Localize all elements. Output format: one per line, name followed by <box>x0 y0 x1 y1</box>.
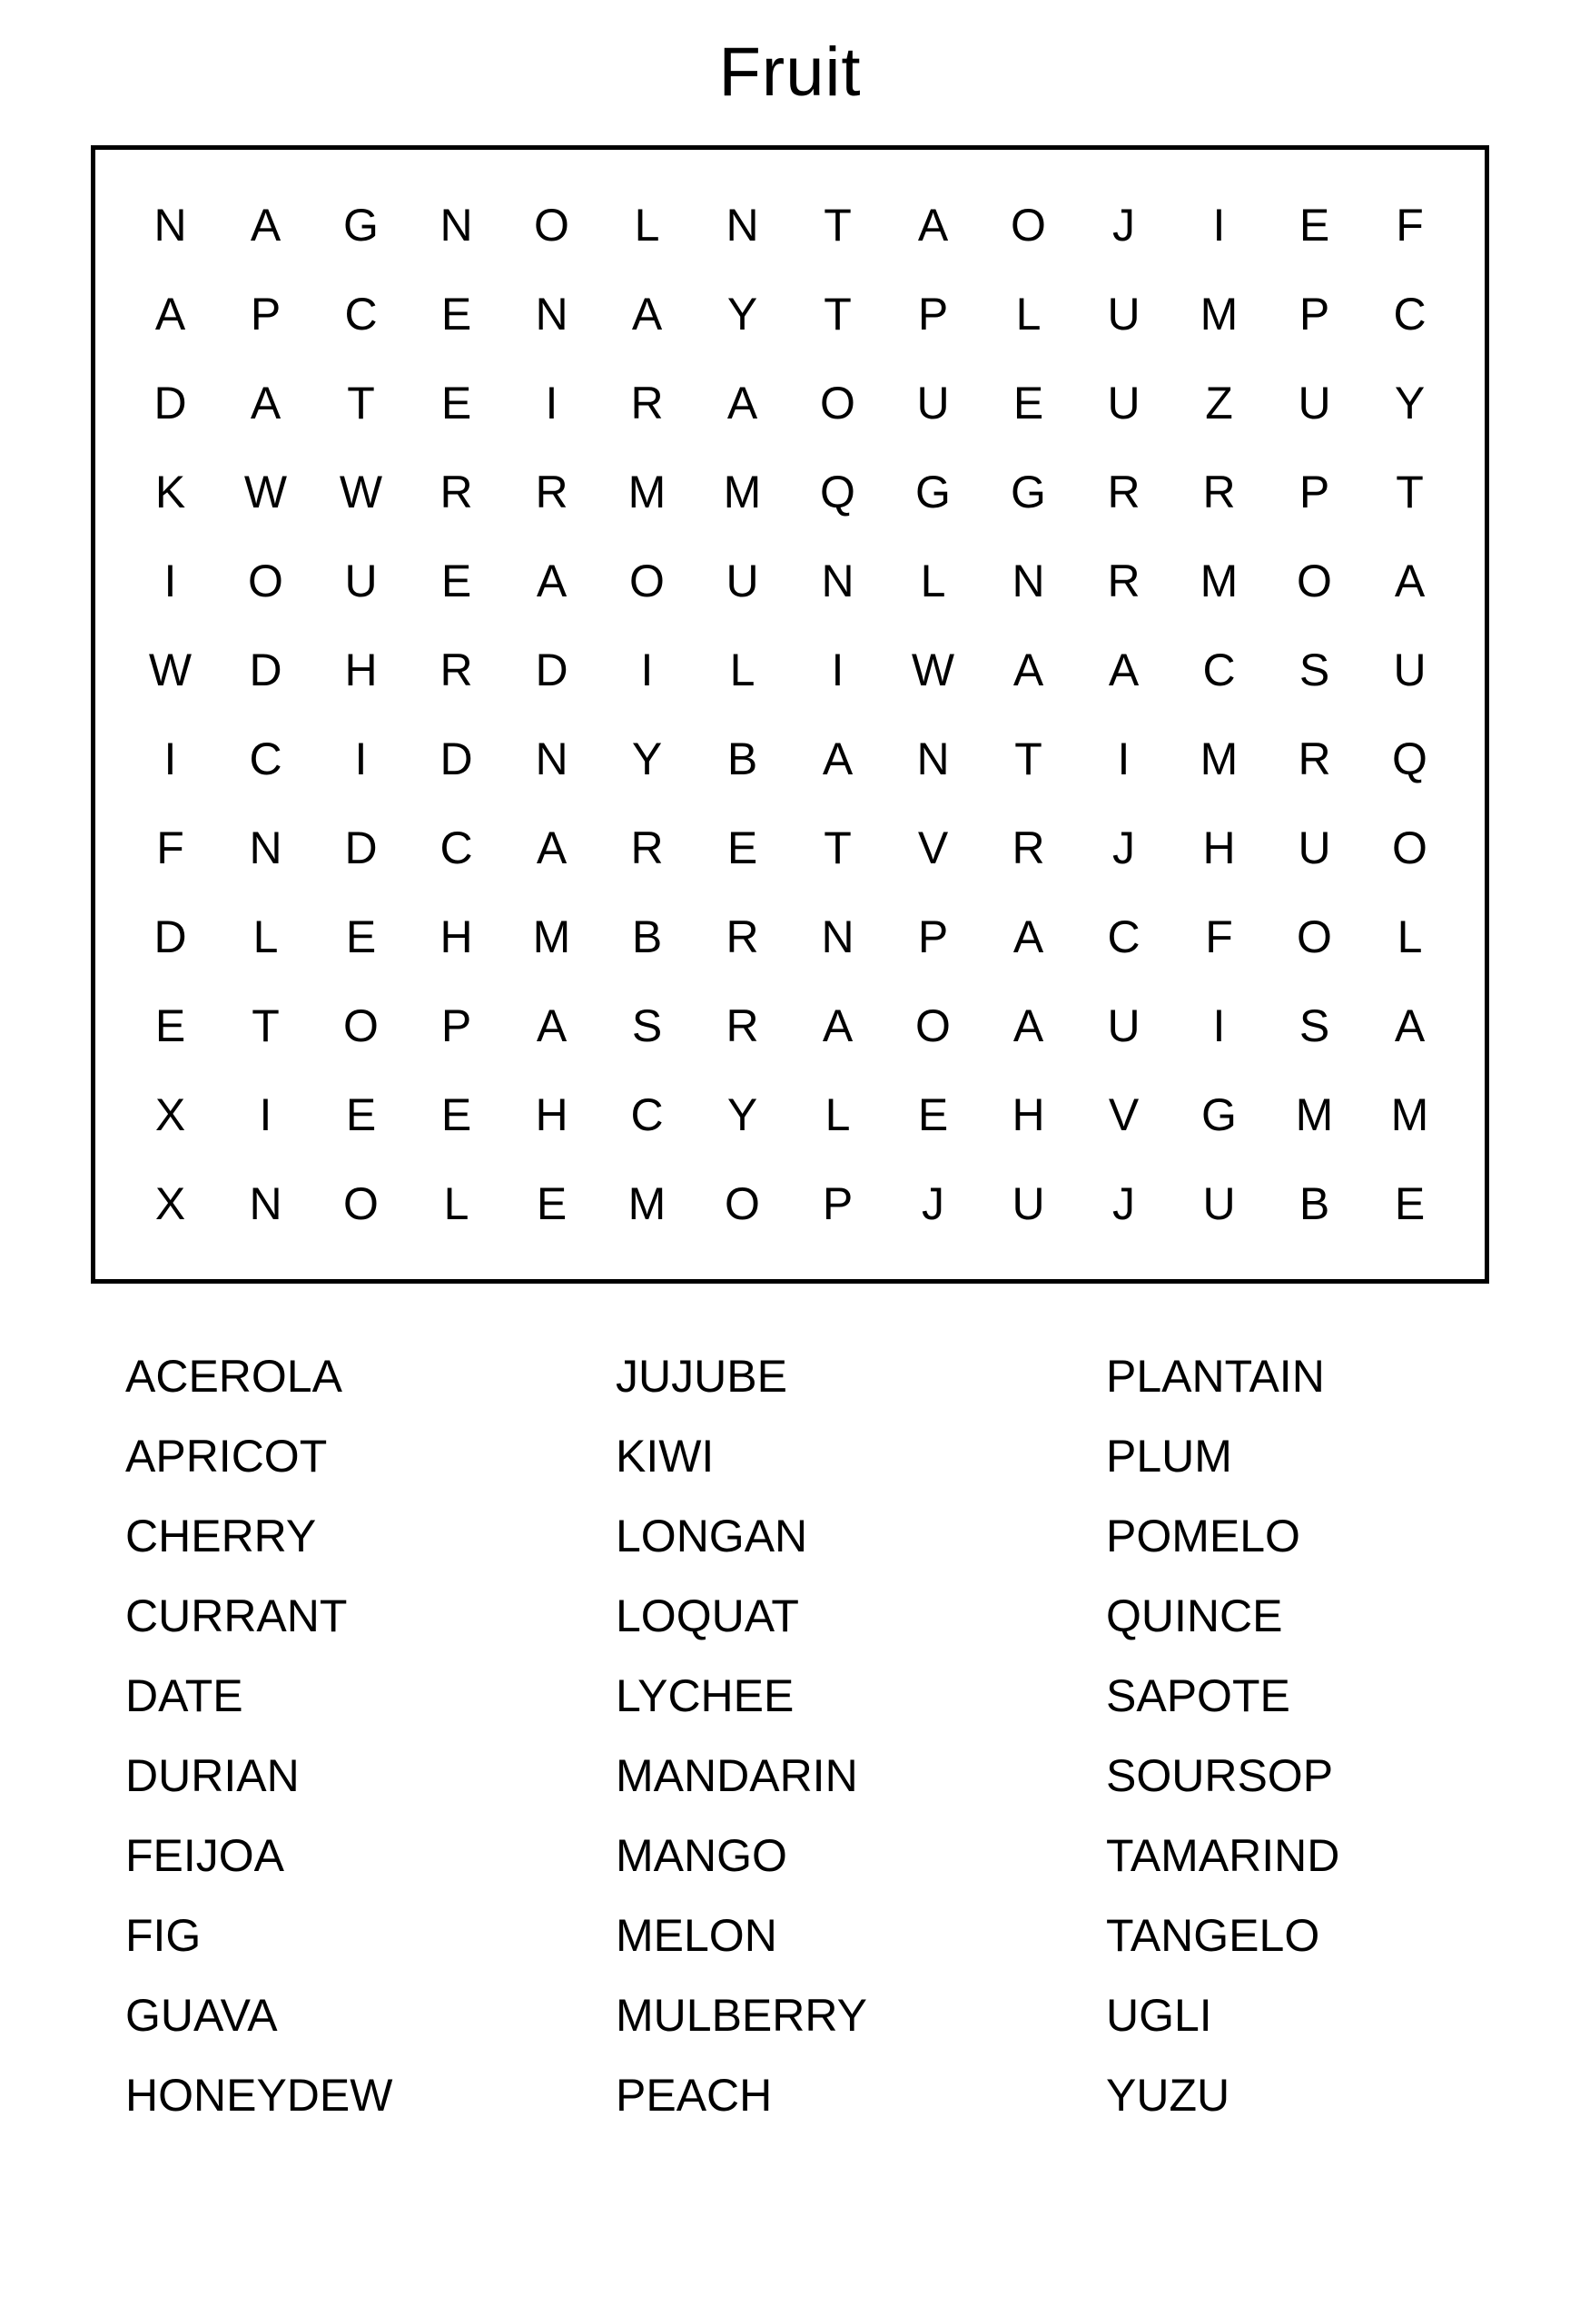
grid-cell[interactable]: T <box>252 1000 280 1051</box>
grid-cell[interactable]: O <box>343 1000 379 1051</box>
grid-cell[interactable]: H <box>1012 1088 1045 1140</box>
grid-cell[interactable]: N <box>821 911 854 962</box>
grid-cell[interactable]: A <box>1012 644 1044 695</box>
word-list-item[interactable]: ACEROLA <box>125 1350 342 1402</box>
word-list-item[interactable]: UGLI <box>1106 1989 1212 2041</box>
grid-cell[interactable]: C <box>1107 911 1141 962</box>
grid-cell[interactable]: D <box>153 911 187 962</box>
grid-cell[interactable]: I <box>1212 199 1226 251</box>
grid-cell[interactable]: A <box>1012 911 1044 962</box>
grid-cell[interactable]: C <box>1393 288 1427 340</box>
grid-cell[interactable]: K <box>154 466 186 517</box>
grid-cell[interactable]: M <box>1295 1088 1334 1140</box>
grid-cell[interactable]: I <box>1117 733 1131 784</box>
grid-cell[interactable]: Y <box>726 288 758 340</box>
word-list-item[interactable]: APRICOT <box>125 1430 328 1482</box>
grid-cell[interactable]: N <box>439 199 473 251</box>
grid-cell[interactable]: C <box>344 288 378 340</box>
grid-cell[interactable]: R <box>1202 466 1236 517</box>
word-list-item[interactable]: SAPOTE <box>1106 1669 1290 1721</box>
grid-cell[interactable]: D <box>344 822 378 873</box>
word-list-item[interactable]: FIG <box>125 1909 202 1961</box>
word-list-item[interactable]: MANGO <box>616 1829 787 1881</box>
grid-cell[interactable]: I <box>1212 1000 1226 1051</box>
grid-cell[interactable]: U <box>1107 377 1141 428</box>
grid-cell[interactable]: G <box>343 199 379 251</box>
grid-cell[interactable]: L <box>825 1088 851 1140</box>
grid-cell[interactable]: O <box>248 555 283 606</box>
word-list-item[interactable]: PLANTAIN <box>1106 1350 1325 1402</box>
word-search-grid-container <box>91 145 1489 1284</box>
grid-row <box>123 1159 1457 1248</box>
grid-cell[interactable]: Q <box>820 466 855 517</box>
grid-cell[interactable]: J <box>1112 199 1135 251</box>
grid-cell[interactable]: U <box>726 555 759 606</box>
grid-row <box>123 270 1457 359</box>
grid-cell[interactable]: V <box>917 822 949 873</box>
grid-cell[interactable]: R <box>726 1000 759 1051</box>
grid-cell[interactable]: J <box>922 1177 944 1229</box>
grid-cell[interactable]: O <box>915 1000 951 1051</box>
word-list-item[interactable]: GUAVA <box>125 1989 278 2041</box>
word-list-item[interactable]: FEIJOA <box>125 1829 285 1881</box>
grid-cell[interactable]: E <box>440 555 472 606</box>
grid-cell[interactable]: A <box>536 822 568 873</box>
grid-cell[interactable]: B <box>726 733 758 784</box>
grid-cell[interactable]: A <box>631 288 663 340</box>
grid-cell[interactable]: I <box>259 1088 272 1140</box>
grid-cell[interactable]: W <box>339 466 383 517</box>
grid-row <box>123 448 1457 537</box>
grid-cell[interactable]: P <box>1299 288 1330 340</box>
grid-cell[interactable]: A <box>250 377 281 428</box>
word-list-column-3 <box>1106 1336 1487 2135</box>
word-list-item[interactable]: SOURSOP <box>1106 1749 1334 1801</box>
grid-cell[interactable]: E <box>536 1177 568 1229</box>
word-list-item[interactable]: PLUM <box>1106 1430 1232 1482</box>
grid-cell[interactable]: I <box>163 733 177 784</box>
grid-cell[interactable]: J <box>1112 1177 1135 1229</box>
grid-cell[interactable]: R <box>1298 733 1331 784</box>
grid-cell[interactable]: O <box>820 377 855 428</box>
grid-cell[interactable]: U <box>1202 1177 1236 1229</box>
grid-cell[interactable]: D <box>535 644 568 695</box>
grid-row <box>123 981 1457 1070</box>
grid-cell[interactable]: A <box>1012 1000 1044 1051</box>
grid-cell[interactable]: H <box>344 644 378 695</box>
grid-cell[interactable]: T <box>1014 733 1042 784</box>
grid-cell[interactable]: O <box>343 1177 379 1229</box>
grid-cell[interactable]: G <box>915 466 951 517</box>
grid-cell[interactable]: M <box>1200 288 1239 340</box>
grid-cell[interactable]: R <box>630 377 664 428</box>
word-list-item[interactable]: TAMARIND <box>1106 1829 1340 1881</box>
word-search-grid <box>123 181 1457 1248</box>
grid-cell[interactable]: E <box>726 822 758 873</box>
grid-cell[interactable]: H <box>439 911 473 962</box>
grid-cell[interactable]: N <box>249 1177 282 1229</box>
grid-cell[interactable]: G <box>1201 1088 1237 1140</box>
grid-cell[interactable]: A <box>1394 555 1426 606</box>
grid-cell[interactable]: Q <box>1392 733 1427 784</box>
word-list-item[interactable]: JUJUBE <box>616 1350 787 1402</box>
grid-cell[interactable]: D <box>153 377 187 428</box>
grid-cell[interactable]: M <box>627 466 667 517</box>
grid-cell[interactable]: A <box>1394 1000 1426 1051</box>
word-list-item[interactable]: MULBERRY <box>616 1989 867 2041</box>
grid-cell[interactable]: O <box>1297 911 1332 962</box>
grid-cell[interactable]: C <box>249 733 282 784</box>
grid-cell[interactable]: N <box>1012 555 1045 606</box>
grid-cell[interactable]: O <box>629 555 665 606</box>
grid-cell[interactable]: L <box>1397 911 1423 962</box>
grid-cell[interactable]: S <box>1299 644 1330 695</box>
grid-cell[interactable]: R <box>726 911 759 962</box>
grid-cell[interactable]: L <box>634 199 660 251</box>
grid-cell[interactable]: U <box>916 377 950 428</box>
grid-cell[interactable]: M <box>1200 555 1239 606</box>
word-list-item[interactable]: TANGELO <box>1106 1909 1320 1961</box>
word-list-item[interactable]: POMELO <box>1106 1510 1300 1561</box>
grid-cell[interactable]: F <box>156 822 184 873</box>
grid-row <box>123 625 1457 714</box>
grid-cell[interactable]: J <box>1112 822 1135 873</box>
word-list-column-1 <box>125 1336 616 2135</box>
grid-cell[interactable]: N <box>535 288 568 340</box>
grid-cell[interactable]: E <box>345 911 377 962</box>
word-list-item[interactable]: QUINCE <box>1106 1590 1283 1641</box>
grid-cell[interactable]: L <box>443 1177 469 1229</box>
grid-cell[interactable]: C <box>630 1088 664 1140</box>
grid-cell[interactable]: U <box>1107 1000 1141 1051</box>
grid-cell[interactable]: U <box>344 555 378 606</box>
grid-cell[interactable]: R <box>439 644 473 695</box>
grid-cell[interactable]: R <box>535 466 568 517</box>
grid-cell[interactable]: F <box>1205 911 1233 962</box>
grid-cell[interactable]: I <box>354 733 368 784</box>
word-list-item[interactable]: HONEYDEW <box>125 2069 393 2121</box>
grid-cell[interactable]: T <box>824 288 852 340</box>
grid-cell[interactable]: M <box>1390 1088 1429 1140</box>
grid-cell[interactable]: A <box>1108 644 1140 695</box>
grid-cell[interactable]: H <box>1202 822 1236 873</box>
grid-cell[interactable]: R <box>439 466 473 517</box>
grid-cell[interactable]: A <box>154 288 186 340</box>
grid-cell[interactable]: Y <box>1394 377 1426 428</box>
grid-cell[interactable]: N <box>249 822 282 873</box>
word-list-item[interactable]: DATE <box>125 1669 243 1721</box>
grid-cell[interactable]: I <box>163 555 177 606</box>
grid-row <box>123 359 1457 448</box>
grid-cell[interactable]: A <box>726 377 758 428</box>
grid-cell[interactable]: M <box>1200 733 1239 784</box>
word-list-item[interactable]: LONGAN <box>616 1510 808 1561</box>
grid-cell[interactable]: M <box>532 911 571 962</box>
grid-cell[interactable]: D <box>439 733 473 784</box>
grid-cell[interactable]: B <box>631 911 663 962</box>
grid-cell[interactable]: I <box>831 644 844 695</box>
grid-cell[interactable]: C <box>439 822 473 873</box>
grid-cell[interactable]: P <box>250 288 281 340</box>
grid-cell[interactable]: A <box>536 555 568 606</box>
grid-cell[interactable]: E <box>917 1088 949 1140</box>
grid-cell[interactable]: E <box>440 1088 472 1140</box>
word-list-item[interactable]: MANDARIN <box>616 1749 858 1801</box>
grid-cell[interactable]: R <box>630 822 664 873</box>
grid-cell[interactable]: E <box>440 288 472 340</box>
word-list <box>91 1336 1489 2135</box>
grid-cell[interactable]: P <box>1299 466 1330 517</box>
grid-cell[interactable]: F <box>1396 199 1424 251</box>
grid-cell[interactable]: W <box>243 466 288 517</box>
grid-cell[interactable]: D <box>249 644 282 695</box>
grid-cell[interactable]: N <box>535 733 568 784</box>
grid-cell[interactable]: E <box>1012 377 1044 428</box>
grid-cell[interactable]: U <box>1107 288 1141 340</box>
grid-cell[interactable]: Y <box>726 1088 758 1140</box>
grid-cell[interactable]: M <box>627 1177 667 1229</box>
grid-cell[interactable]: G <box>1011 466 1046 517</box>
grid-cell[interactable]: Z <box>1205 377 1233 428</box>
grid-row <box>123 892 1457 981</box>
grid-cell[interactable]: T <box>824 199 852 251</box>
grid-cell[interactable]: E <box>1394 1177 1426 1229</box>
grid-row <box>123 803 1457 892</box>
word-list-item[interactable]: CHERRY <box>125 1510 317 1561</box>
grid-cell[interactable]: O <box>1392 822 1427 873</box>
grid-cell[interactable]: A <box>250 199 281 251</box>
word-list-item[interactable]: LYCHEE <box>616 1669 795 1721</box>
word-list-item[interactable]: DURIAN <box>125 1749 300 1801</box>
grid-cell[interactable]: E <box>345 1088 377 1140</box>
word-list-item[interactable]: MELON <box>616 1909 777 1961</box>
grid-cell[interactable]: E <box>154 1000 186 1051</box>
grid-cell[interactable]: X <box>154 1177 186 1229</box>
grid-cell[interactable]: U <box>1012 1177 1045 1229</box>
grid-cell[interactable]: L <box>252 911 279 962</box>
grid-cell[interactable]: M <box>723 466 762 517</box>
word-list-item[interactable]: PEACH <box>616 2069 773 2121</box>
grid-cell[interactable]: E <box>440 377 472 428</box>
grid-cell[interactable]: A <box>917 199 949 251</box>
grid-cell[interactable]: B <box>1299 1177 1330 1229</box>
grid-cell[interactable]: P <box>917 911 949 962</box>
grid-cell[interactable]: A <box>536 1000 568 1051</box>
word-list-item[interactable]: CURRANT <box>125 1590 348 1641</box>
grid-cell[interactable]: A <box>822 1000 854 1051</box>
grid-cell[interactable]: U <box>1393 644 1427 695</box>
grid-row <box>123 537 1457 625</box>
grid-cell[interactable]: O <box>1011 199 1046 251</box>
grid-cell[interactable]: N <box>726 199 759 251</box>
grid-cell[interactable]: L <box>1015 288 1042 340</box>
grid-cell[interactable]: V <box>1108 1088 1140 1140</box>
grid-cell[interactable]: T <box>824 822 852 873</box>
grid-cell[interactable]: O <box>1297 555 1332 606</box>
grid-cell[interactable]: L <box>729 644 755 695</box>
grid-cell[interactable]: T <box>347 377 375 428</box>
grid-cell[interactable]: P <box>822 1177 854 1229</box>
grid-cell[interactable]: P <box>917 288 949 340</box>
grid-row <box>123 181 1457 270</box>
grid-cell[interactable]: A <box>822 733 854 784</box>
grid-cell[interactable]: C <box>1202 644 1236 695</box>
grid-cell[interactable]: H <box>535 1088 568 1140</box>
word-list-item[interactable]: LOQUAT <box>616 1590 799 1641</box>
grid-cell[interactable]: E <box>1299 199 1330 251</box>
word-list-item[interactable]: KIWI <box>616 1430 715 1482</box>
grid-row <box>123 714 1457 803</box>
page-title: Fruit <box>718 34 862 111</box>
grid-cell[interactable]: W <box>148 644 193 695</box>
word-list-column-2 <box>616 1336 1106 2135</box>
grid-cell[interactable]: P <box>440 1000 472 1051</box>
grid-cell[interactable]: R <box>1012 822 1045 873</box>
grid-cell[interactable]: S <box>1299 1000 1330 1051</box>
grid-cell[interactable]: R <box>1107 466 1141 517</box>
grid-cell[interactable]: X <box>154 1088 186 1140</box>
grid-cell[interactable]: I <box>545 377 558 428</box>
grid-cell[interactable]: S <box>631 1000 663 1051</box>
grid-cell[interactable]: O <box>534 199 569 251</box>
grid-cell[interactable]: N <box>916 733 950 784</box>
grid-cell[interactable]: N <box>821 555 854 606</box>
grid-cell[interactable]: I <box>640 644 654 695</box>
grid-cell[interactable]: U <box>1298 822 1331 873</box>
grid-cell[interactable]: U <box>1298 377 1331 428</box>
grid-cell[interactable]: O <box>725 1177 760 1229</box>
grid-cell[interactable]: T <box>1396 466 1424 517</box>
grid-cell[interactable]: L <box>920 555 946 606</box>
grid-cell[interactable]: Y <box>631 733 663 784</box>
word-list-item[interactable]: YUZU <box>1106 2069 1230 2121</box>
grid-row <box>123 1070 1457 1159</box>
grid-cell[interactable]: W <box>911 644 955 695</box>
grid-cell[interactable]: R <box>1107 555 1141 606</box>
grid-cell[interactable]: N <box>153 199 187 251</box>
